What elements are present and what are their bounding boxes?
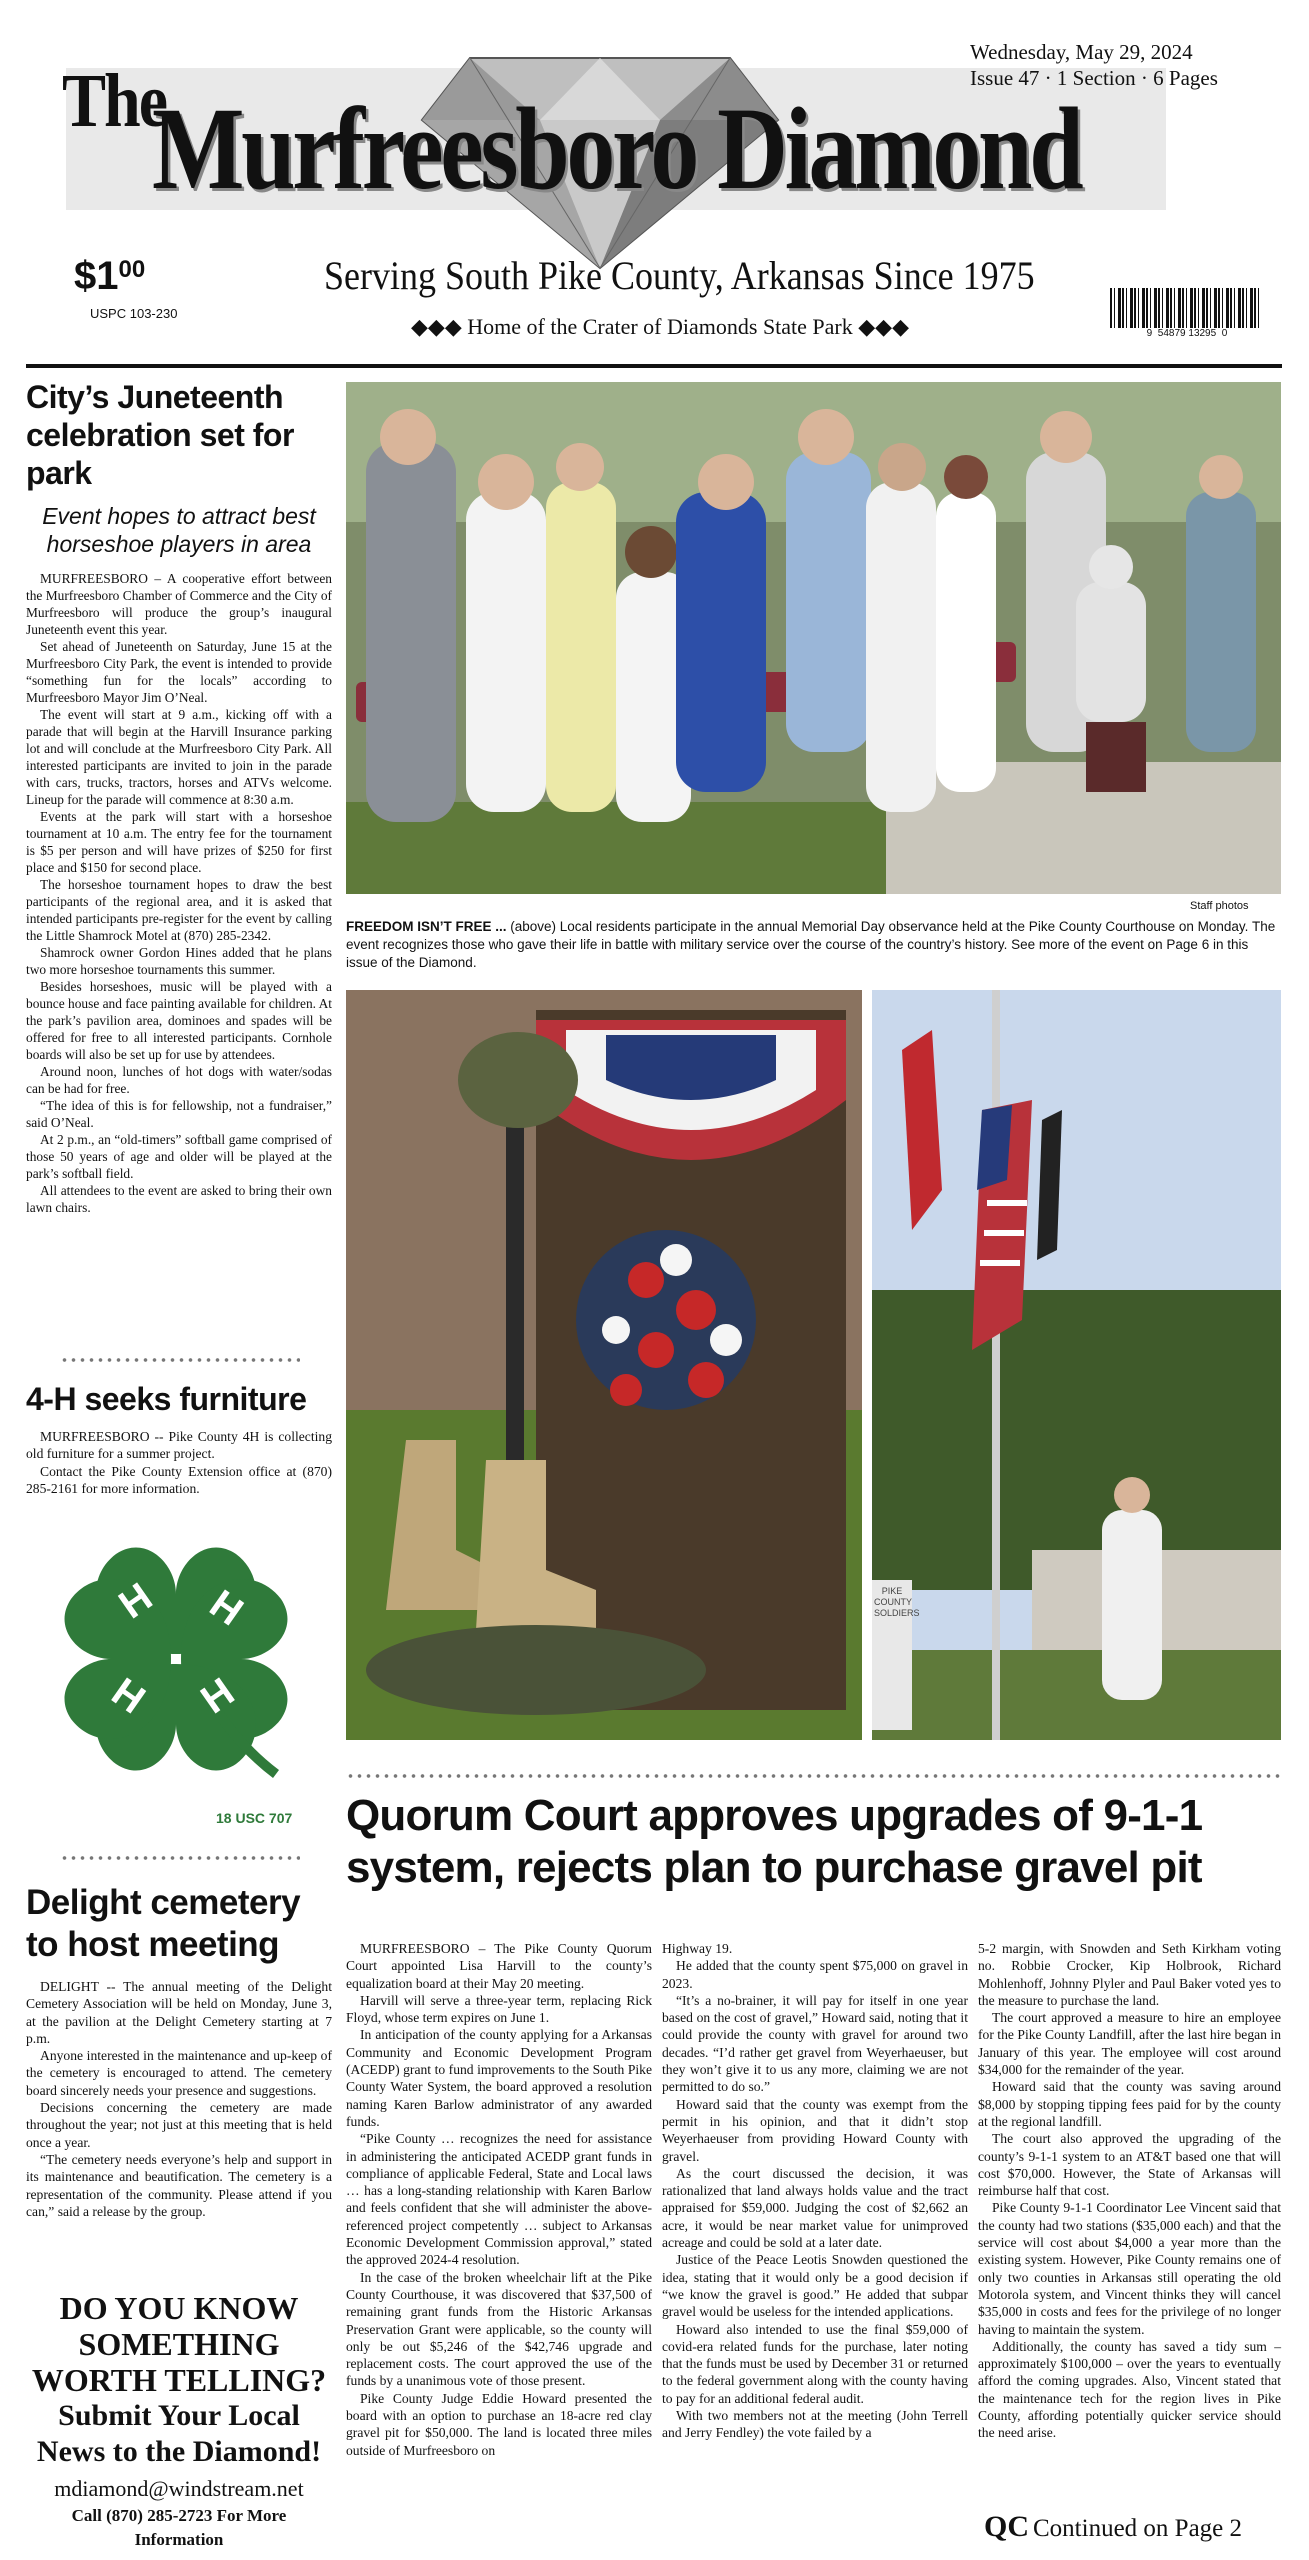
juneteenth-deck: Event hopes to attract best horseshoe players in area xyxy=(42,503,316,557)
clover-h-left: H xyxy=(103,1669,153,1723)
promo-line: DO YOU KNOW xyxy=(59,2290,299,2326)
paragraph: “The cemetery needs everyone’s help and support in its maintenance and beautification. The cemetery is a representation of the community. Please attend if you can,” said a release by the group. xyxy=(26,2151,332,2219)
paragraph: Around noon, lunches of hot dogs with water/sodas can be had for free. xyxy=(26,1064,332,1096)
paragraph: “It’s a no-brainer, it will pay for itself in one year based on the cost of gravel,” Howard said, noting that it could provide the county with gravel for around two decades. “I’d rather get gravel from Weyerhaeuser, but they won’t give it to us any more, claiming we are not permitted to do so.” xyxy=(662,1992,968,2095)
paragraph: The horseshoe tournament hopes to draw the best participants of the regional area, and it is asked that intended participants pre-register for the event by calling the Little Shamrock Motel at (870) 285-2342. xyxy=(26,877,332,943)
divider xyxy=(60,1854,300,1862)
promo-email[interactable]: mdiamond@windstream.net xyxy=(54,2476,304,2501)
left-column xyxy=(26,378,332,1216)
photo-flag-raising xyxy=(872,990,1281,1740)
paragraph: Besides horseshoes, music will be played with a bounce house and face painting available for children. At the park’s pavilion area, dominoes and spades will be offered for free to all interested participants. Cornhole boards will also be set up for use by attendees. xyxy=(26,979,333,1062)
paragraph: MURFREESBORO – The Pike County Quorum Court appointed Lisa Harvill to the county’s equalization board at their May 20 meeting. xyxy=(346,1941,652,1991)
paragraph: He added that the county spent $75,000 on gravel in 2023. xyxy=(662,1958,968,1991)
paragraph: Contact the Pike County Extension office at (870) 285-2161 for more information. xyxy=(26,1463,332,1496)
clover-icon xyxy=(36,1524,316,1794)
promo-line: News to the Diamond! xyxy=(36,2435,322,2468)
paragraph: Howard also intended to use the final $59,000 of covid-era related funds for the purchase, later noting that the funds must be used by December 31 or returned to the federal government along with the county having to pay for an additional federal audit. xyxy=(662,2321,968,2406)
paragraph: The court also approved the upgrading of the county’s 9-1-1 system to an AT&T based one that will cost $70,000. However, the State of Arkansas will reimburse half that cost. xyxy=(978,2131,1281,2199)
paragraph: As the court discussed the decision, it was rationalized that land always holds value and the tract appraised for $59,000. Judging the cost of $2,662 an acre, it would be near market value for unimproved acreage and could be sold at a later date. xyxy=(662,2165,968,2251)
paragraph: DELIGHT -- The annual meeting of the Delight Cemetery Association will be held on Monday, June 3, at the pavilion at the Delight Cemetery starting at 7 p.m. xyxy=(26,1979,332,2046)
uspc: USPC 103-230 xyxy=(90,306,178,321)
fourh-emblem xyxy=(36,1524,316,1824)
fourh-body xyxy=(26,1428,332,1497)
masthead-title: Murfreesboro Diamond xyxy=(152,83,1081,214)
photo-memorial-crowd xyxy=(346,382,1281,894)
paragraph: Decisions concerning the cemetery are made throughout the year; not just at this meeting that is held once a year. xyxy=(26,2100,332,2150)
promo-line: WORTH TELLING? xyxy=(31,2362,327,2398)
masthead-the: The xyxy=(62,59,167,144)
paragraph: All attendees to the event are asked to bring their own lawn chairs. xyxy=(26,1183,332,1215)
clover-h-right: H xyxy=(201,1581,251,1635)
paragraph: The court approved a measure to hire an employee for the Pike County Landfill, after the last hire began in January of this year. The employee will cost around $34,000 for the remainder of the year. xyxy=(978,2010,1281,2078)
masthead xyxy=(0,0,1309,370)
paragraph: Additionally, the county has saved a tidy sum – approximately $100,000 – over the years to eventually afford the coming upgrades. Also, Vincent stated that the maintenance tech for the region lives in Pike County, affording potentially quicker service should the need arise. xyxy=(978,2338,1281,2441)
paragraph: Pike County Judge Eddie Howard presented the board with an option to purchase an 18-acre red clay gravel pit for $50,000. The land is located three miles outside of Murfreesboro on xyxy=(346,2390,652,2458)
delight-story xyxy=(26,1882,332,2220)
juneteenth-headline: City’s Juneteenth celebration set for park xyxy=(26,379,294,491)
quorum-col-2 xyxy=(662,1940,968,2442)
fourh-headline: 4-H seeks furniture xyxy=(26,1381,307,1417)
clover-h-bottom: H xyxy=(193,1669,243,1723)
paragraph: Howard said that the county was exempt from the permit in his opinion, and that it didn’t stop Weyerhaeuser from providing Howard County with gravel. xyxy=(662,2096,968,2164)
paragraph: “The idea of this is for fellowship, not a fundraiser,” said O’Neal. xyxy=(26,1098,332,1130)
tagline: Serving South Pike County, Arkansas Since 1975 xyxy=(324,253,1035,298)
divider xyxy=(60,1356,300,1364)
delight-body xyxy=(26,1978,332,2220)
quorum-headline: Quorum Court approves upgrades of 9-1-1 system, rejects plan to purchase gravel pit xyxy=(346,1791,1203,1892)
memorial-sign: PIKE COUNTY SOLDIERS xyxy=(874,1586,920,1618)
paragraph: In anticipation of the county applying for a Arkansas Community and Economic Development Program (ACEDP) grant to fund improvements to the South Pike County Water System, the board approved a resolution naming Karen Barlow administrator of any awarded funds. xyxy=(346,2027,652,2129)
divider xyxy=(346,1772,1281,1780)
paragraph: MURFREESBORO – A cooperative effort between the Murfreesboro Chamber of Commerce and the City of Murfreesboro will produce the group’s inaugural Juneteenth event this year. xyxy=(26,571,332,637)
delight-headline: Delight cemetery to host meeting xyxy=(26,1883,301,1964)
barcode xyxy=(1110,288,1260,328)
paragraph: In the case of the broken wheelchair lift at the Pike County Courthouse, it was discovered that $37,500 of remaining grant funds from the Historic Arkansas Preservation Grant were applicable, so the county will only be out $5,246 of the $42,746 upgrade and replacement costs. The court approved the use of the funds by a unanimous vote of those present. xyxy=(346,2269,652,2389)
photo-battlefield-cross xyxy=(346,990,862,1740)
barcode-number: 9 54879 13295 0 xyxy=(1146,328,1228,339)
caption-text: (above) Local residents participate in the annual Memorial Day observance held at the Pike County Courthouse on Monday. The event recognizes those who gave their life in battle with military service over the course of the country’s history. See more of the event on Page 6 in this issue of the Diamond. xyxy=(346,919,1276,970)
subtagline: ◆◆◆ Home of the Crater of Diamonds State Park ◆◆◆ xyxy=(410,314,910,339)
price-cents: 00 xyxy=(118,256,146,283)
paragraph: 5-2 margin, with Snowden and Seth Kirkham voting no. Robbie Crocker, Kip Holbrook, Richard Mohlenhoff, Johnny Plyler and Paul Baker voted yes to the measure to purchase the land. xyxy=(978,1941,1281,2008)
quorum-col-1 xyxy=(346,1940,652,2459)
paragraph: Set ahead of Juneteenth on Saturday, June 15 at the Murfreesboro City Park, the event is intended to provide “something fun for the locals” according to Murfreesboro Mayor Jim O’Neal. xyxy=(26,639,332,705)
promo-call: Call (870) 285-2723 For More Information xyxy=(71,2506,287,2549)
paragraph: At 2 p.m., an “old-timers” softball game comprised of those 50 years of age and older will be played at the park’s softball field. xyxy=(26,1132,332,1181)
paragraph: Events at the park will start with a horseshoe tournament at 10 a.m. The entry fee for the tournament is $5 per person and will have prizes of $250 for first place and $150 for second place. xyxy=(26,809,332,875)
promo-line: SOMETHING xyxy=(78,2326,280,2362)
price-dollar: $1 xyxy=(74,254,119,298)
paragraph: Anyone interested in the maintenance and up-keep of the cemetery is encouraged to attend. The cemetery board sincerely needs your presence and suggestions. xyxy=(26,2048,332,2098)
news-tip-promo xyxy=(26,2290,332,2552)
paragraph: Howard said that the county was saving around $8,000 by stopping tipping fees paid for by the county at the regional landfill. xyxy=(978,2079,1281,2129)
masthead-date: Wednesday, May 29, 2024 xyxy=(970,40,1193,64)
paragraph: “Pike County … recognizes the need for assistance in administering the anticipated ACEDP grant funds in compliance of applicable Federal, State and Local laws … has a long-standing relationship with Karen Barlow and feels confident that she will administer the above-referenced project competently … subject to Arkansas Economic Development Commission approval,” stated the approved 2024-4 resolution. xyxy=(346,2131,652,2268)
quorum-jump[interactable] xyxy=(984,2510,1284,2544)
paragraph: MURFREESBORO -- Pike County 4H is collecting old furniture for a summer project. xyxy=(26,1429,332,1462)
paragraph: Harvill will serve a three-year term, replacing Rick Floyd, whose term expires on June 1. xyxy=(346,1992,652,2026)
promo-line: Submit Your Local xyxy=(58,2399,300,2432)
jump-tag: QC xyxy=(984,2510,1029,2543)
paragraph: The event will start at 9 a.m., kicking off with a parade that will begin at the Harvill Insurance parking lot and will conclude at the Murfreesboro City Park. All interested participants are invited to join in the parade with cars, trucks, tractors, horses and ATVs welcome. Lineup for the parade will commence at 8:30 a.m. xyxy=(26,707,332,807)
paragraph: Justice of the Peace Leotis Snowden questioned the idea, stating that it would only be a good decision if “we know the gravel is good.” He added that subpar gravel would be useless for the intended applications. xyxy=(662,2252,968,2320)
masthead-issue: Issue 47 · 1 Section · 6 Pages xyxy=(970,66,1218,90)
photo-caption xyxy=(346,918,1281,972)
paragraph: Pike County 9-1-1 Coordinator Lee Vincent said that the county had two stations ($35,000 each) and that the service will cost about $4,000 a year more than the existing system. However, Pike County remains one of only two counties in Arkansas still operating the old Motorola system, and Vincent thinks they will cancel $35,000 in costs and fees for the privilege of no longer having to maintain the system. xyxy=(978,2200,1281,2337)
paragraph: Highway 19. xyxy=(662,1941,733,1956)
price xyxy=(74,256,145,296)
emblem-code: 18 USC 707 xyxy=(216,1810,293,1826)
quorum-col-3 xyxy=(978,1940,1281,2442)
juneteenth-body xyxy=(26,570,332,1216)
caption-lead: FREEDOM ISN’T FREE ... xyxy=(346,919,507,934)
photo-credit: Staff photos xyxy=(1190,900,1249,912)
jump-text: Continued on Page 2 xyxy=(1033,2515,1243,2542)
fourh-story xyxy=(26,1380,332,1497)
masthead-rule xyxy=(26,364,1282,368)
paragraph: Shamrock owner Gordon Hines added that he plans two more horseshoe tournaments this summer. xyxy=(26,945,332,977)
clover-h-top: H xyxy=(111,1574,161,1628)
paragraph: With two members not at the meeting (John Terrell and Jerry Fendley) the vote failed by a xyxy=(662,2408,968,2441)
